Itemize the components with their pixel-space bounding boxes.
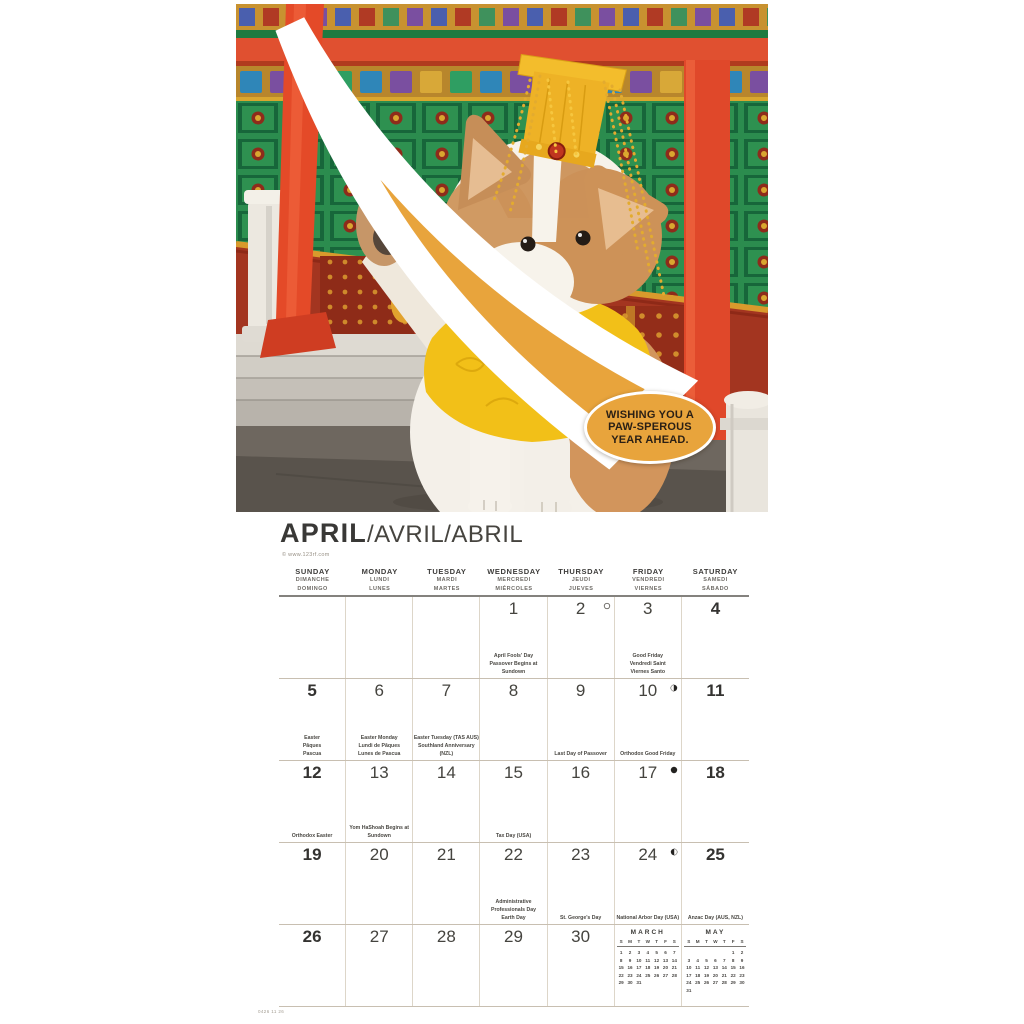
mini-date-row: [684, 957, 746, 965]
mini-date: [661, 979, 670, 987]
holiday-label: Pascua: [302, 750, 322, 757]
mini-date: 23: [739, 972, 745, 978]
mini-date: 20: [712, 972, 718, 978]
mini-date: 9: [740, 957, 744, 963]
day-name-es: JUEVES: [568, 585, 594, 592]
mini-date-row: [684, 987, 746, 995]
mini-date: 5: [705, 957, 708, 963]
day-cell-30: [548, 925, 615, 1006]
day-name-en: THURSDAY: [558, 567, 605, 576]
mini-date-row: [684, 949, 746, 957]
moon-phase-icon-last-quarter: [670, 684, 678, 692]
mini-day-letters: [617, 939, 679, 947]
mini-date-row: [617, 957, 679, 965]
day-header-friday: [615, 564, 682, 595]
day-cell-26: [279, 925, 346, 1006]
holiday-labels: [480, 898, 546, 922]
mini-date: 8: [731, 957, 735, 963]
mini-date: [670, 979, 679, 987]
mini-date: 28: [721, 980, 727, 986]
day-header-wednesday: [480, 564, 547, 595]
mini-date: 12: [703, 965, 710, 971]
mini-date: [652, 979, 661, 987]
day-name-fr: MARDI: [436, 577, 458, 583]
day-name-en: FRIDAY: [632, 567, 664, 576]
mini-calendar-cell: [682, 925, 749, 1006]
date-number: 11: [706, 681, 725, 700]
day-cell-21: [413, 843, 480, 924]
holiday-label: Easter Tuesday (TAS AUS): [413, 734, 479, 741]
day-cell-7: [413, 679, 480, 760]
month-title-secondary: /AVRIL/ABRIL: [367, 521, 524, 548]
holiday-labels: [548, 750, 614, 758]
date-number: 9: [575, 681, 586, 700]
mini-date: 26: [703, 980, 710, 986]
holiday-label: St. George's Day: [559, 914, 602, 921]
speech-line: YEAR AHEAD.: [611, 433, 689, 446]
mini-day-letter: S: [687, 939, 691, 944]
mini-date: 9: [628, 957, 632, 963]
mini-date: 15: [730, 965, 736, 971]
moon-phase-icon-full: [603, 602, 611, 610]
mini-date: 16: [627, 965, 633, 971]
mini-date: 18: [645, 965, 651, 971]
day-cell-8: [480, 679, 547, 760]
holiday-label: April Fools' Day: [493, 652, 534, 659]
mini-date: 30: [627, 980, 633, 986]
day-name-fr: SAMEDI: [703, 577, 728, 583]
day-name-fr: VENDREDI: [632, 577, 665, 583]
holiday-label: Orthodox Easter: [291, 832, 333, 839]
holiday-labels: [548, 914, 614, 922]
holiday-labels: [615, 652, 681, 676]
mini-date: 25: [695, 980, 701, 986]
day-cell-5: [279, 679, 346, 760]
mini-date: 12: [654, 957, 660, 963]
day-name-fr: JEUDI: [571, 577, 591, 583]
mini-date: 4: [696, 957, 699, 963]
holiday-label: Yom HaShoah Begins at Sundown: [349, 824, 409, 839]
calendar-grid: [279, 564, 749, 1007]
holiday-label: Administrative Professionals Day: [491, 898, 536, 913]
date-number: 6: [374, 681, 384, 700]
mini-date: 27: [662, 972, 669, 978]
day-name-en: SATURDAY: [692, 567, 739, 576]
holiday-label: Earth Day: [501, 914, 526, 921]
day-cell-29: [480, 925, 547, 1006]
mini-date: 4: [646, 950, 650, 955]
day-cell-15: [480, 761, 547, 842]
day-name-en: MONDAY: [361, 567, 398, 576]
day-name-es: DOMINGO: [297, 585, 328, 592]
day-header-sunday: [279, 564, 346, 595]
date-number: 19: [302, 845, 322, 864]
holiday-labels: [682, 914, 749, 922]
day-header-tuesday: [413, 564, 480, 595]
day-cell-20: [346, 843, 413, 924]
day-header-thursday: [548, 564, 615, 595]
date-number: 3: [643, 599, 653, 618]
mini-date: 23: [627, 972, 633, 978]
mini-date: 18: [695, 972, 701, 978]
mini-date: [720, 987, 729, 995]
mini-date: 17: [686, 972, 692, 978]
mini-date: 22: [730, 972, 736, 978]
mini-calendar-cell: [615, 925, 682, 1006]
mini-date: 10: [636, 957, 642, 963]
date-number: 18: [705, 763, 725, 782]
mini-day-letter: T: [722, 939, 726, 944]
day-cell-18: [682, 761, 749, 842]
day-name-es: VIERNES: [634, 585, 663, 592]
day-name-en: WEDNESDAY: [487, 567, 541, 576]
holiday-labels: [346, 824, 412, 840]
date-number: 14: [436, 763, 456, 782]
mini-date: 2: [628, 950, 632, 955]
mini-date: 25: [645, 972, 651, 978]
speech-line: PAW-SPEROUS: [608, 421, 692, 434]
date-number: 26: [302, 927, 322, 946]
date-number: 4: [710, 599, 721, 618]
date-number: 7: [441, 681, 452, 700]
mini-date: 19: [703, 972, 710, 978]
mini-date: 3: [637, 950, 641, 955]
mini-date: [711, 987, 720, 995]
day-cell-24: [615, 843, 682, 924]
mini-day-letter: M: [695, 939, 700, 944]
weeks: [279, 597, 749, 1007]
moon-phase-icon-first-quarter: [670, 848, 678, 856]
holiday-label: Last Day of Passover: [554, 750, 607, 757]
holiday-labels: [615, 914, 681, 922]
mini-date: 29: [730, 980, 736, 986]
day-name-fr: LUNDI: [370, 577, 390, 583]
mini-date: [702, 949, 711, 957]
date-number: 10: [638, 681, 658, 700]
holiday-label: Tax Day (USA): [495, 832, 532, 839]
holiday-label: Viernes Santo: [630, 668, 666, 675]
day-cell-19: [279, 843, 346, 924]
date-number: 13: [369, 763, 389, 782]
day-cell-14: [413, 761, 480, 842]
date-number: 12: [302, 763, 322, 782]
holiday-labels: [279, 832, 345, 840]
month-title-primary: APRIL: [280, 518, 367, 548]
mini-date-row: [617, 949, 679, 957]
mini-date: [738, 987, 747, 995]
day-name-en: SUNDAY: [295, 567, 330, 576]
mini-date-row: [617, 964, 679, 972]
mini-date: 26: [654, 972, 660, 978]
day-cell-25: [682, 843, 749, 924]
empty-cell: [279, 597, 346, 678]
day-cell-9: [548, 679, 615, 760]
mini-date: 17: [636, 965, 642, 971]
day-cell-11: [682, 679, 749, 760]
holiday-label: Easter: [304, 734, 320, 741]
empty-cell: [413, 597, 480, 678]
day-name-fr: MERCREDI: [497, 577, 531, 583]
speech-line: WISHING YOU A: [605, 408, 695, 421]
empty-cell: [346, 597, 413, 678]
photo-credit: © www.123rf.com: [282, 552, 330, 558]
mini-date: 8: [619, 957, 623, 963]
mini-date: 15: [618, 965, 624, 971]
day-name-es: LUNES: [369, 585, 391, 592]
mini-date: 29: [618, 980, 624, 986]
mini-date-row: [684, 979, 746, 987]
week-row: [279, 843, 749, 925]
mini-day-letter: T: [655, 939, 659, 944]
holiday-label: Lundi de Pâques: [358, 742, 400, 749]
holiday-labels: [615, 750, 681, 758]
mini-date-row: [617, 972, 679, 980]
mini-date: [693, 949, 702, 957]
mini-day-letter: W: [713, 939, 718, 944]
holiday-labels: [413, 734, 479, 758]
speech-bubble: [584, 391, 716, 464]
mini-date: 6: [664, 950, 667, 955]
mini-date: 14: [721, 965, 727, 971]
day-cell-17: [615, 761, 682, 842]
mini-date: 10: [686, 965, 692, 971]
mini-date: 24: [686, 980, 692, 986]
day-cell-23: [548, 843, 615, 924]
mini-date: [702, 987, 711, 995]
date-number: 17: [638, 763, 658, 782]
mini-date: 11: [645, 957, 651, 963]
date-number: 2: [575, 599, 586, 618]
holiday-labels: [480, 832, 546, 840]
product-code: 0426 11 26: [258, 1009, 285, 1014]
day-cell-28: [413, 925, 480, 1006]
mini-calendar-title: MAY: [705, 929, 726, 936]
mini-date: 2: [740, 950, 744, 955]
mini-date: 14: [671, 957, 677, 963]
day-header-saturday: [682, 564, 749, 595]
mini-date-rows: [684, 949, 746, 994]
holiday-label: Lunes de Pascua: [358, 750, 401, 757]
mini-date-row: [617, 979, 679, 987]
product-photo: [236, 4, 768, 512]
week-row: [279, 925, 749, 1007]
date-number: 27: [369, 927, 389, 946]
date-number: 21: [436, 845, 456, 864]
day-cell-4: [682, 597, 749, 678]
mini-date: 11: [695, 965, 701, 971]
holiday-labels: [346, 734, 412, 758]
mini-calendar-may: [684, 925, 746, 994]
date-number: 8: [508, 681, 519, 700]
date-number: 22: [504, 845, 523, 864]
date-number: 16: [571, 763, 591, 782]
mini-date-row: [684, 964, 746, 972]
day-name-es: SÁBADO: [702, 585, 729, 592]
date-number: 29: [504, 927, 523, 946]
mini-date: 31: [686, 987, 692, 993]
mini-date: 28: [671, 972, 677, 978]
day-cell-2: [548, 597, 615, 678]
mini-date: 21: [721, 972, 727, 978]
mini-date: [684, 949, 693, 957]
holiday-label: Good Friday: [632, 652, 664, 659]
day-cell-27: [346, 925, 413, 1006]
day-name-fr: DIMANCHE: [295, 577, 330, 583]
date-number: 15: [504, 763, 523, 782]
week-row: [279, 761, 749, 843]
holiday-label: Passover Begins at Sundown: [489, 660, 538, 675]
day-cell-6: [346, 679, 413, 760]
mini-day-letter: F: [731, 939, 735, 944]
mini-date: 21: [671, 965, 677, 971]
date-number: 30: [571, 927, 591, 946]
day-cell-1: [480, 597, 547, 678]
mini-date: [711, 949, 720, 957]
day-name-en: TUESDAY: [427, 567, 467, 576]
mini-date: 1: [619, 950, 623, 955]
mini-date: [643, 979, 652, 987]
date-number: 20: [369, 845, 389, 864]
day-header-monday: [346, 564, 413, 595]
mini-date: 13: [712, 965, 718, 971]
mini-date: 20: [662, 965, 669, 971]
mini-day-letter: M: [628, 939, 632, 944]
day-cell-22: [480, 843, 547, 924]
holiday-label: National Arbor Day (USA): [616, 914, 680, 921]
mini-date: 13: [662, 957, 669, 963]
mini-date: 30: [739, 980, 745, 986]
holiday-labels: [480, 652, 546, 676]
mini-day-letter: T: [705, 939, 708, 944]
day-cell-3: [615, 597, 682, 678]
mini-date: [720, 949, 729, 957]
mini-date: [693, 987, 702, 995]
date-number: 28: [436, 927, 456, 946]
mini-date: 6: [714, 957, 717, 963]
holiday-label: Easter Monday: [360, 734, 398, 741]
week-row: [279, 679, 749, 761]
month-title: [280, 518, 523, 549]
mini-day-letter: F: [664, 939, 667, 944]
holiday-label: Anzac Day (AUS, NZL): [687, 914, 743, 921]
date-number: 25: [705, 845, 725, 864]
day-cell-12: [279, 761, 346, 842]
mini-day-letter: S: [619, 939, 623, 944]
mini-date: 31: [636, 980, 642, 986]
week-row: [279, 597, 749, 679]
mini-date: 1: [731, 950, 735, 955]
mini-date: 7: [673, 950, 676, 955]
day-name-es: MIÉRCOLES: [495, 585, 533, 592]
mini-date: 24: [636, 972, 642, 978]
date-number: 1: [508, 599, 519, 618]
mini-day-letter: W: [645, 939, 650, 944]
day-header-row: [279, 564, 749, 597]
moon-phase-icon-new: [670, 766, 678, 774]
mini-date-rows: [617, 949, 679, 987]
mini-date: 5: [655, 950, 658, 955]
holiday-label: Pâques: [302, 742, 322, 749]
mini-date: 7: [722, 957, 726, 963]
day-cell-10: [615, 679, 682, 760]
mini-date: [729, 987, 738, 995]
date-number: 23: [571, 845, 591, 864]
holiday-label: Orthodox Good Friday: [620, 750, 676, 757]
mini-day-letter: T: [637, 939, 641, 944]
holiday-label: Southland Anniversary (NZL): [418, 742, 475, 757]
mini-date: 27: [712, 980, 718, 986]
mini-date: 3: [687, 957, 691, 963]
mini-date: 16: [739, 965, 745, 971]
holiday-label: Vendredi Saint: [629, 660, 666, 667]
date-number: 24: [638, 845, 658, 864]
mini-day-letter: S: [672, 939, 676, 944]
mini-day-letter: S: [740, 939, 744, 944]
mini-calendar-march: [617, 925, 679, 987]
holiday-labels: [279, 734, 345, 758]
mini-date: 22: [618, 972, 624, 978]
day-cell-13: [346, 761, 413, 842]
mini-day-letters: [684, 939, 746, 947]
day-name-es: MARTES: [433, 585, 460, 592]
mini-date: 19: [654, 965, 660, 971]
mini-calendar-title: MARCH: [630, 929, 665, 936]
date-number: 5: [307, 681, 317, 700]
day-cell-16: [548, 761, 615, 842]
mini-date-row: [684, 972, 746, 980]
